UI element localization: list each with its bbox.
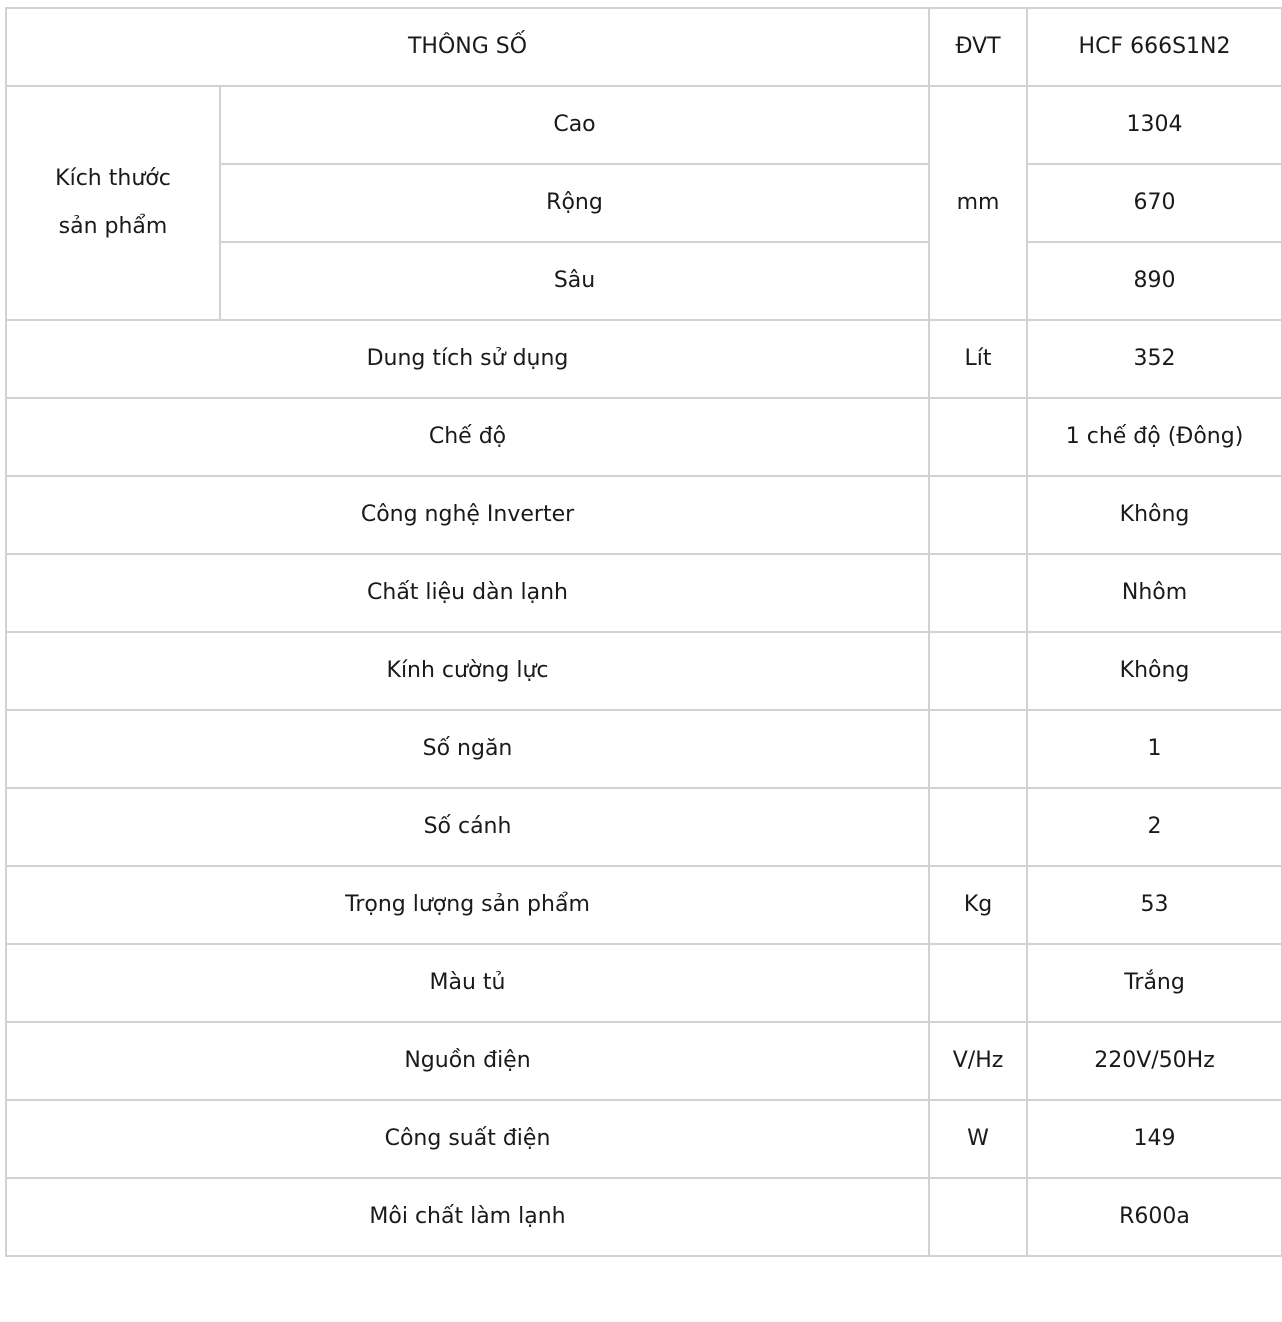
- row-unit: [929, 554, 1027, 632]
- row-label: Kính cường lực: [6, 632, 929, 710]
- table-row: [6, 1178, 1282, 1256]
- row-label: Nguồn điện: [6, 1022, 929, 1100]
- row-value: R600a: [1027, 1178, 1282, 1256]
- row-value: Không: [1027, 476, 1282, 554]
- row-unit: [929, 788, 1027, 866]
- row-label: Dung tích sử dụng: [6, 320, 929, 398]
- row-label: Sâu: [220, 242, 929, 320]
- row-label: Số cánh: [6, 788, 929, 866]
- row-label: Cao: [220, 86, 929, 164]
- table-row: [6, 866, 1282, 944]
- row-value: 220V/50Hz: [1027, 1022, 1282, 1100]
- row-label: Môi chất làm lạnh: [6, 1178, 929, 1256]
- table-row: [6, 86, 1282, 164]
- row-label: Công nghệ Inverter: [6, 476, 929, 554]
- row-unit: [929, 944, 1027, 1022]
- table-row: [6, 944, 1282, 1022]
- row-value: 149: [1027, 1100, 1282, 1178]
- row-value: Trắng: [1027, 944, 1282, 1022]
- row-value: 1304: [1027, 86, 1282, 164]
- table-row: [6, 476, 1282, 554]
- header-unit: ĐVT: [929, 8, 1027, 86]
- row-label: Công suất điện: [6, 1100, 929, 1178]
- row-value: Nhôm: [1027, 554, 1282, 632]
- row-label: Chế độ: [6, 398, 929, 476]
- row-value: 352: [1027, 320, 1282, 398]
- table-row: [6, 554, 1282, 632]
- table-row: [6, 1100, 1282, 1178]
- row-value: 670: [1027, 164, 1282, 242]
- row-label: Trọng lượng sản phẩm: [6, 866, 929, 944]
- table-row: [6, 710, 1282, 788]
- table-row: [6, 788, 1282, 866]
- header-param: THÔNG SỐ: [6, 8, 929, 86]
- row-unit: [929, 476, 1027, 554]
- row-value: Không: [1027, 632, 1282, 710]
- row-value: 1 chế độ (Đông): [1027, 398, 1282, 476]
- row-value: 2: [1027, 788, 1282, 866]
- row-unit: V/Hz: [929, 1022, 1027, 1100]
- row-value: 1: [1027, 710, 1282, 788]
- row-label: Màu tủ: [6, 944, 929, 1022]
- row-value: 890: [1027, 242, 1282, 320]
- dimensions-unit: mm: [929, 86, 1027, 320]
- row-unit: [929, 398, 1027, 476]
- table-row: [6, 1022, 1282, 1100]
- row-unit: Kg: [929, 866, 1027, 944]
- row-unit: Lít: [929, 320, 1027, 398]
- row-label: Số ngăn: [6, 710, 929, 788]
- row-unit: [929, 1178, 1027, 1256]
- table-row: [6, 320, 1282, 398]
- table-row: [6, 398, 1282, 476]
- row-unit: [929, 632, 1027, 710]
- dimensions-group-label: Kích thước sản phẩm: [6, 86, 220, 320]
- row-value: 53: [1027, 866, 1282, 944]
- row-label: Chất liệu dàn lạnh: [6, 554, 929, 632]
- row-label: Rộng: [220, 164, 929, 242]
- header-row: [6, 8, 1282, 86]
- header-model: HCF 666S1N2: [1027, 8, 1282, 86]
- spec-table: [5, 7, 1282, 1257]
- table-row: [6, 632, 1282, 710]
- row-unit: [929, 710, 1027, 788]
- row-unit: W: [929, 1100, 1027, 1178]
